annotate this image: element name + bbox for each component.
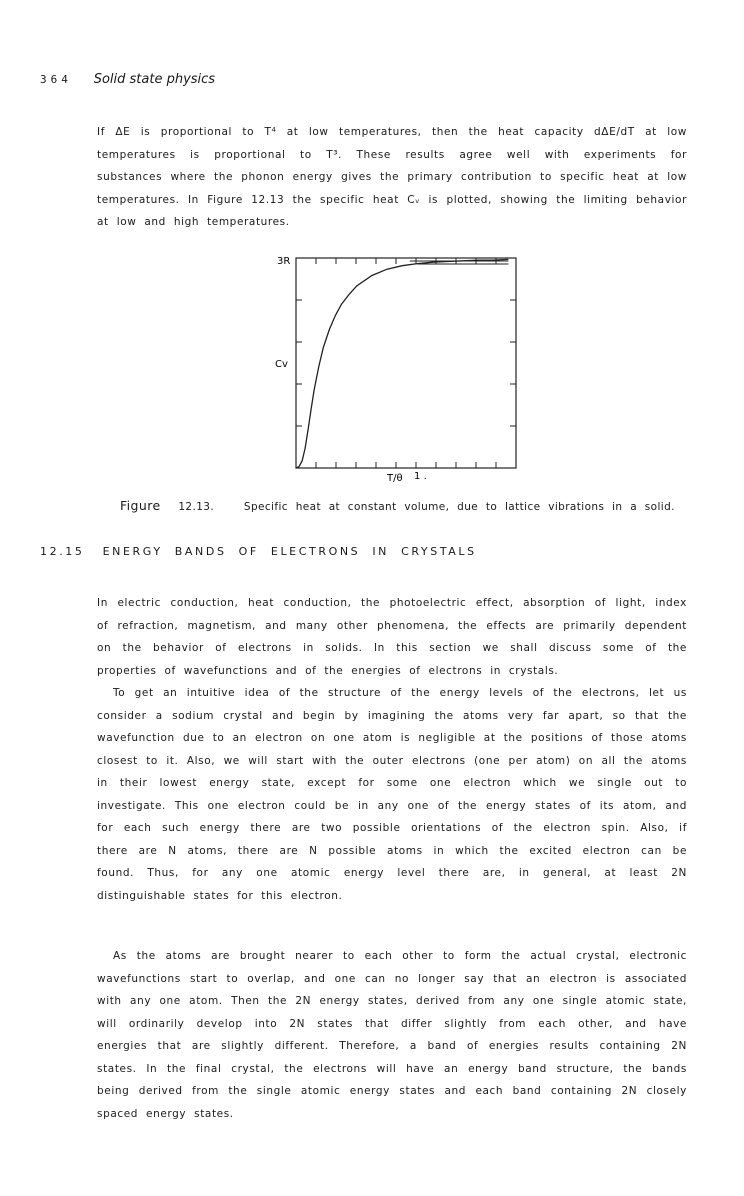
section-heading (40, 545, 477, 558)
y-axis-label: Cv (275, 359, 288, 370)
cv-curve (296, 259, 508, 468)
running-title: Solid state physics (93, 72, 216, 87)
caption-text: Specific heat at constant volume, due to lattice vibrations in a solid. (243, 501, 675, 513)
page-number: 364 (40, 73, 72, 86)
page-header (40, 72, 215, 87)
paragraph-2-text: To get an intuitive idea of the structure of the energy levels of the electrons, let us consider a sodium crystal and begin by imagining the atoms very far apart, so that the wavefunction due to an electron on one atom is negligible at the positions of those atoms closest to it. Also, we will start with the outer electrons (one per atom) on all the atoms in their lowest energy state, except for some one electron which we single out to investigate. This one electron could be in any one of the energy states of its atom, and for each such energy there are two possible orientations of the electron spin. Also, if there are N atoms, there are N possible atoms in which the excited electron can be found. Thus, for any one atomic energy level there are, in general, at least 2N distinguishable states for this electron. (97, 687, 687, 902)
x-axis-label: T/θ (387, 473, 403, 484)
caption-number: 12.13. (178, 501, 215, 513)
figure-caption (120, 498, 675, 513)
intro-paragraph: If ΔE is proportional to T⁴ at low temperatures, then the heat capacity dΔE/dT at low temperatures is proportional to T³. These results agree well with experiments for substances where the phonon energy gives the primary contribution to specific heat at low temperatures. In Figure 12.13 the specific heat Cᵥ is plotted, showing the limiting behavior at low and high temperatures. (97, 126, 687, 228)
section-title: ENERGY BANDS OF ELECTRONS IN CRYSTALS (102, 545, 477, 558)
section-number: 12.15 (40, 545, 85, 558)
specific-heat-chart (275, 246, 525, 486)
body-paragraph-2 (97, 682, 687, 907)
figure-12-13 (275, 246, 525, 486)
body-paragraph-1: In electric conduction, heat conduction, the photoelectric effect, absorption of light, index of refraction, magnetism, and many other phenomena, the effects are primarily dependent on the behavior of electrons in solids. In this section we shall discuss some of the properties of wavefunctions and of the energies of electrons in crystals. (97, 597, 687, 677)
paragraph-3-text: As the atoms are brought nearer to each other to form the actual crystal, electronic wavefunctions start to overlap, and one can no longer say that an electron is associated with any one atom. Then the 2N energy states, derived from any one single atomic state, will ordinarily develop into 2N states that differ slightly from each other, and have energies that are slightly different. Therefore, a band of energies results containing 2N states. In the final crystal, the electrons will have an energy band structure, the bands being derived from the single atomic energy states and each band containing 2N closely spaced energy states. (97, 950, 687, 1120)
caption-label: Figure (120, 498, 161, 513)
plot-frame (296, 258, 516, 468)
y-top-label: 3R (277, 256, 291, 267)
body-paragraph-3 (97, 945, 687, 1125)
x-tick-label: 1 . (414, 471, 427, 482)
